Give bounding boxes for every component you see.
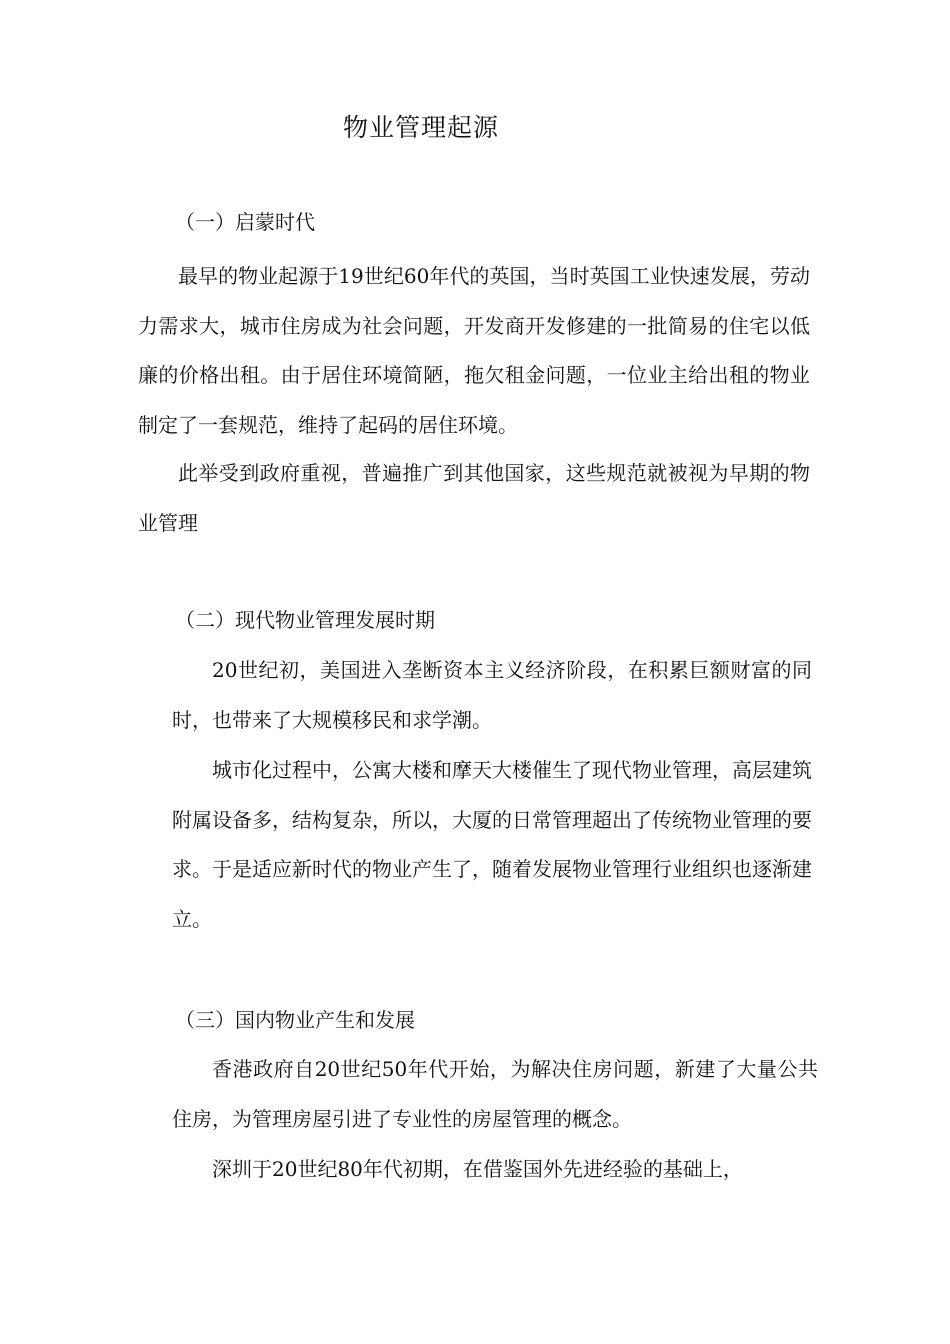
paragraph: 最早的物业起源于19世纪60年代的英国，当时英国工业快速发展，劳动力需求大，城市住房成为社会问题，开发商开发修建的一批简易的住宅以低廉的价格出租。由于居住环境简陋，拖欠租金问题，一位业主给出租的物业制定了一套规范，维持了起码的居住环境。 — [138, 264, 810, 437]
paragraph: 城市化过程中，公寓大楼和摩天大楼催生了现代物业管理，高层建筑附属设备多，结构复杂，所以，大厦的日常管理超出了传统物业管理的要求。于是适应新时代的物业产生了，随着发展物业管理行业组织也逐渐建立。 — [172, 758, 812, 931]
section-heading-enlightenment-era: （一）启蒙时代 — [175, 210, 315, 234]
paragraph: 香港政府自20世纪50年代开始，为解决住房问题，新建了大量公共住房，为管理房屋引进了专业性的房屋管理的概念。 — [172, 1057, 818, 1131]
paragraph: 此举受到政府重视，普遍推广到其他国家，这些规范就被视为早期的物业管理 — [138, 461, 810, 535]
paragraph: 深圳于20世纪80年代初期，在借鉴国外先进经验的基础上， — [212, 1157, 743, 1181]
paragraph: 20世纪初，美国进入垄断资本主义经济阶段，在积累巨额财富的同时，也带来了大规模移民和求学潮。 — [172, 658, 812, 732]
page-title: 物业管理起源 — [343, 113, 500, 142]
section-heading-modern-development: （二）现代物业管理发展时期 — [175, 608, 435, 632]
section-heading-domestic-development: （三）国内物业产生和发展 — [175, 1008, 415, 1032]
